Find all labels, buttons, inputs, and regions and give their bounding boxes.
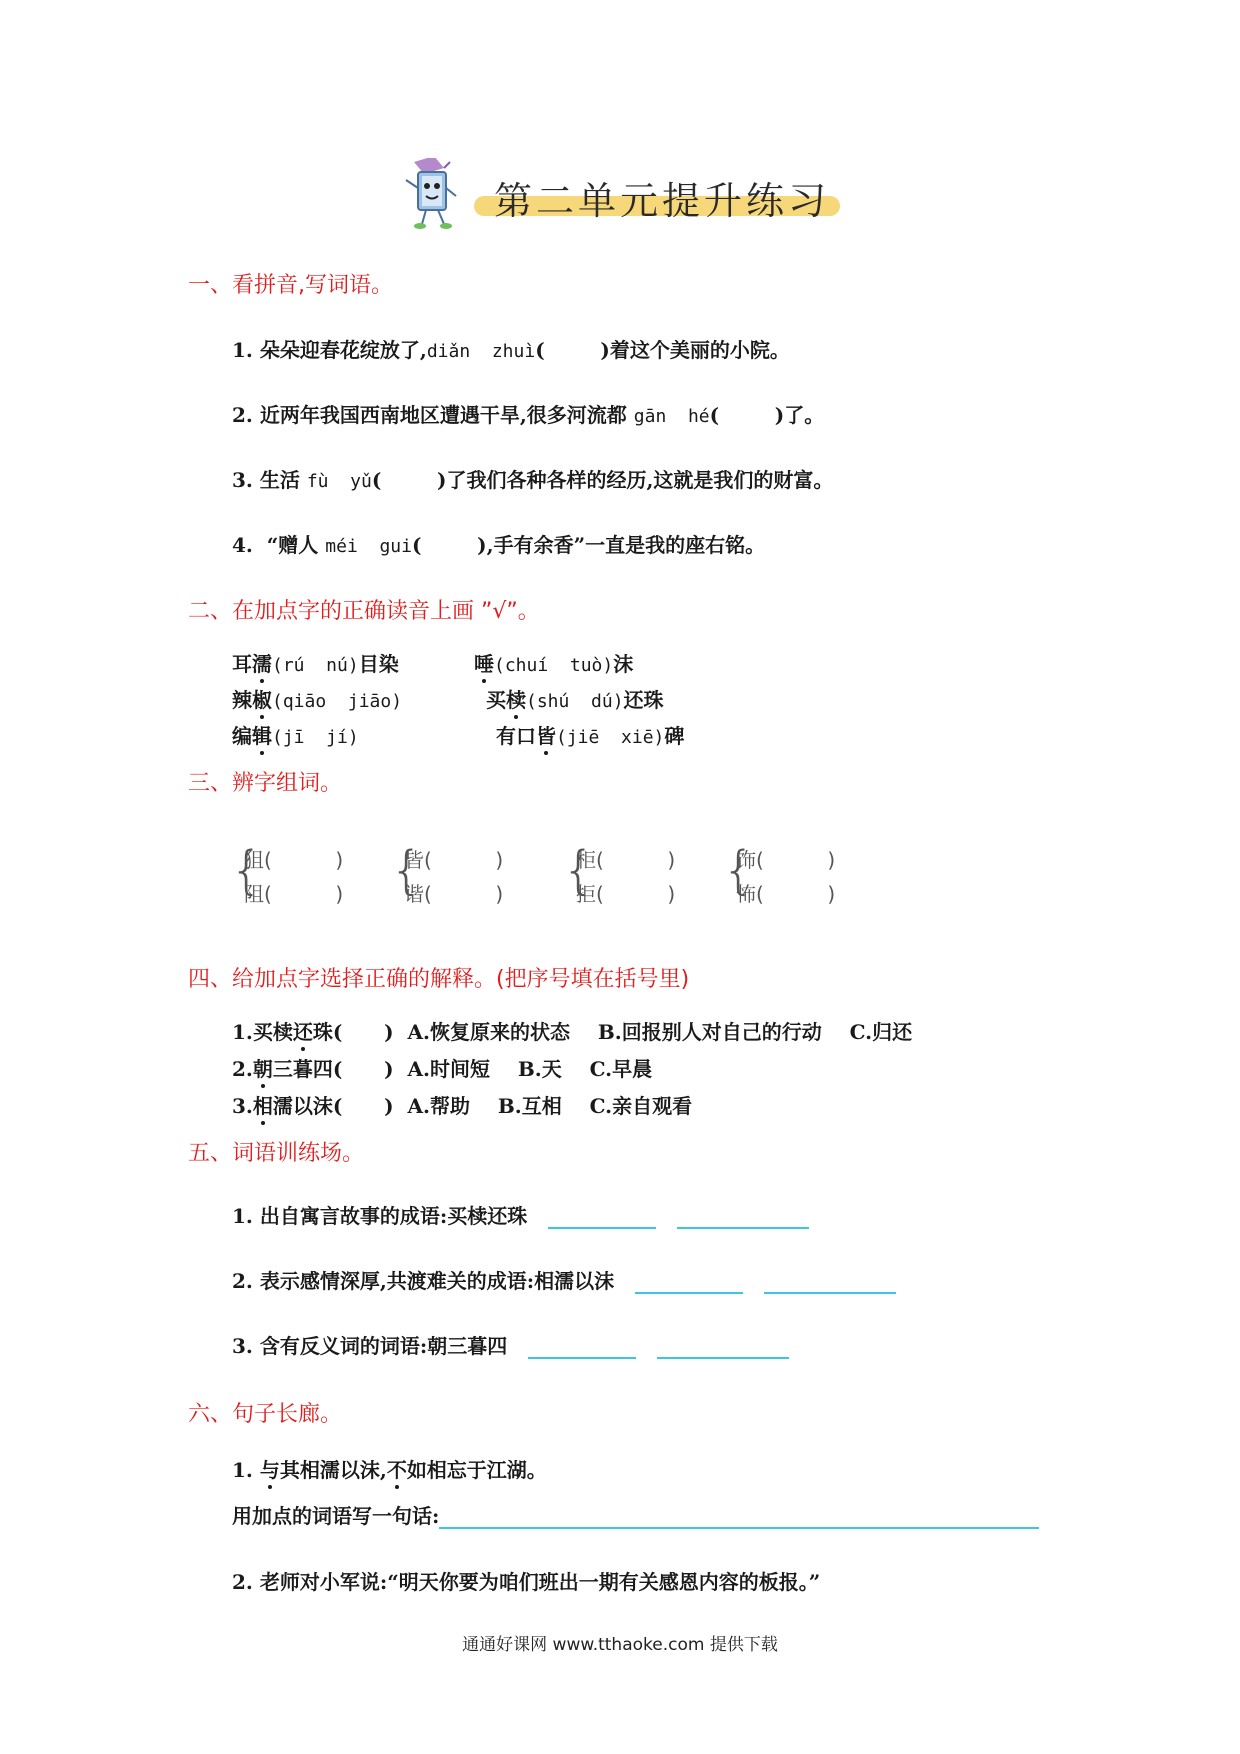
sentence-answer-line[interactable] [439,1509,1039,1529]
title-banner [400,162,850,232]
q1-item-2: 2. 近两年我国西南地区遭遇干旱,很多河流都 gān hé( )了。 [232,403,825,427]
q5-item-1: 1. 出自寓言故事的成语:买椟还珠 [232,1200,809,1229]
q6-task: 用加点的词语写一句话: [232,1500,1039,1529]
book-mascot-icon [400,158,464,232]
q2-row-1-left: 耳濡(rú nú)目染 [232,652,399,676]
q2-row-2-left: 辣椒(qiāo jiāo) [232,688,403,712]
section-heading-2: 二、在加点字的正确读音上画 ”√”。 [188,599,540,624]
answer-blank[interactable] [528,1339,636,1359]
answer-blank[interactable] [657,1339,789,1359]
answer-blank[interactable] [548,1209,656,1229]
section-heading-5: 五、词语训练场。 [188,1141,365,1166]
q2-row-1-right: 唾(chuí tuò)沫 [474,652,634,676]
answer-blank[interactable] [677,1209,809,1229]
answer-blank[interactable] [764,1274,896,1294]
q4-item-1: 1.买椟还珠( ) A.恢复原来的状态 B.回报别人对自己的行动 C.归还 [232,1020,913,1044]
q1-item-4: 4. “赠人 méi gui( ),手有余香”一直是我的座右铭。 [232,533,766,557]
q5-item-3: 3. 含有反义词的词语:朝三暮四 [232,1330,789,1359]
q2-row-3-right: 有口皆(jiē xiē)碑 [496,724,685,748]
q4-item-2: 2.朝三暮四( ) A.时间短 B.天 C.早晨 [232,1057,653,1081]
q1-item-1: 1. 朵朵迎春花绽放了,diǎn zhuì( )着这个美丽的小院。 [232,338,790,362]
q2-row-2-right: 买椟(shú dú)还珠 [486,688,664,712]
section-heading-3: 三、辨字组词。 [188,771,343,796]
q6-sentence-2: 2. 老师对小军说:“明天你要为咱们班出一期有关感恩内容的板报。” [232,1570,821,1594]
section-heading-4: 四、给加点字选择正确的解释。(把序号填在括号里) [188,967,690,992]
section-heading-6: 六、句子长廊。 [188,1402,343,1427]
footer-credit: 通通好课网 www.tthaoke.com 提供下载 [462,1635,778,1655]
q2-row-3-left: 编辑(jī jí) [232,724,359,748]
q1-item-3: 3. 生活 fù yǔ( )了我们各种各样的经历,这就是我们的财富。 [232,468,834,492]
answer-blank[interactable] [635,1274,743,1294]
q6-sentence-1: 1. 与其相濡以沫,不如相忘于江湖。 [232,1458,547,1482]
q4-item-3: 3.相濡以沫( ) A.帮助 B.互相 C.亲自观看 [232,1094,693,1118]
q5-item-2: 2. 表示感情深厚,共渡难关的成语:相濡以沫 [232,1265,896,1294]
section-heading-1: 一、看拼音,写词语。 [188,273,393,298]
page-title: 第二单元提升练习 [494,179,831,223]
